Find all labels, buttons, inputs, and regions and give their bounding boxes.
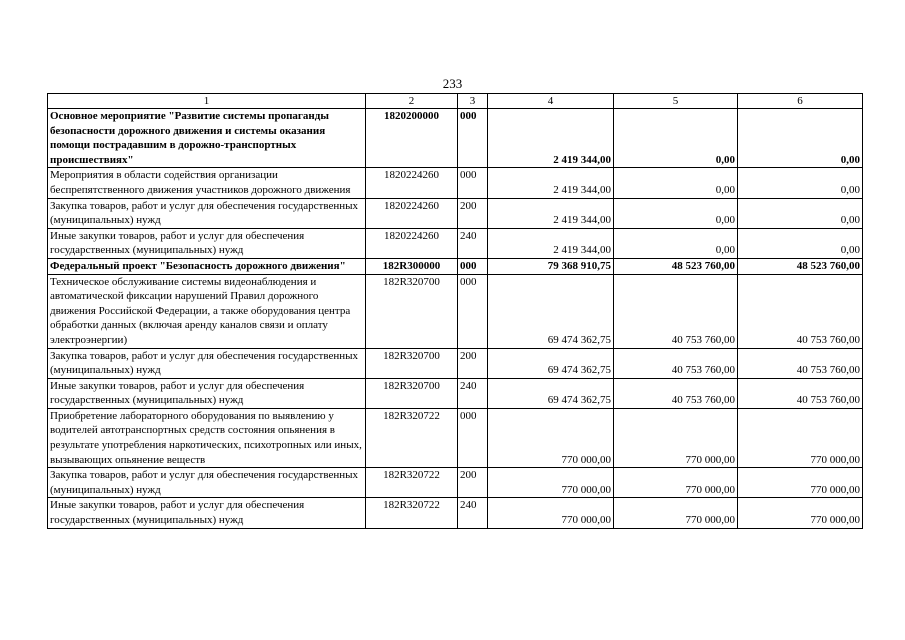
row-value-6-cell: 0,00: [738, 109, 863, 168]
row-name-cell: Иные закупки товаров, работ и услуг для обеспечения государственных (муниципальных) нужд: [48, 378, 366, 408]
row-code-cell: 182R320722: [366, 498, 458, 528]
row-type-cell: 000: [458, 168, 488, 198]
row-value-5-cell: 40 753 760,00: [614, 274, 738, 348]
row-value-4-cell: 69 474 362,75: [488, 348, 614, 378]
row-name-cell: Закупка товаров, работ и услуг для обеспечения государственных (муниципальных) нужд: [48, 198, 366, 228]
row-value-4-cell: 2 419 344,00: [488, 228, 614, 258]
table-row: [48, 408, 863, 467]
row-type-cell: 000: [458, 274, 488, 348]
row-type-cell: 000: [458, 258, 488, 274]
row-value-6-cell: 40 753 760,00: [738, 348, 863, 378]
row-value-5-cell: 0,00: [614, 168, 738, 198]
row-value-4-cell: 69 474 362,75: [488, 378, 614, 408]
row-code-cell: 1820224260: [366, 198, 458, 228]
row-type-cell: 200: [458, 198, 488, 228]
row-value-6-cell: 770 000,00: [738, 408, 863, 467]
row-type-cell: 200: [458, 468, 488, 498]
row-value-4-cell: 69 474 362,75: [488, 274, 614, 348]
row-value-4-cell: 770 000,00: [488, 498, 614, 528]
row-type-cell: 200: [458, 348, 488, 378]
row-value-6-cell: 0,00: [738, 198, 863, 228]
row-value-5-cell: 770 000,00: [614, 468, 738, 498]
row-value-6-cell: 0,00: [738, 228, 863, 258]
row-type-cell: 240: [458, 378, 488, 408]
row-value-5-cell: 0,00: [614, 198, 738, 228]
row-code-cell: 182R320700: [366, 274, 458, 348]
row-name-cell: Основное мероприятие "Развитие системы пропаганды безопасности дорожного движения и системы оказания помощи пострадавшим в дорожно-транспортных происшествиях": [48, 109, 366, 168]
row-code-cell: 1820224260: [366, 228, 458, 258]
row-code-cell: 182R320700: [366, 348, 458, 378]
row-name-cell: Закупка товаров, работ и услуг для обеспечения государственных (муниципальных) нужд: [48, 348, 366, 378]
table-header-row: [48, 94, 863, 109]
row-type-cell: 240: [458, 228, 488, 258]
column-header-2: 2: [366, 94, 458, 109]
row-code-cell: 182R320700: [366, 378, 458, 408]
row-name-cell: Техническое обслуживание системы видеонаблюдения и автоматической фиксации нарушений Правил дорожного движения Российской Федерации, а также оборудования центра обработки данных (включая аренду каналов связи и оплату электроэнергии): [48, 274, 366, 348]
row-value-6-cell: 48 523 760,00: [738, 258, 863, 274]
row-value-5-cell: 40 753 760,00: [614, 378, 738, 408]
column-header-6: 6: [738, 94, 863, 109]
column-header-4: 4: [488, 94, 614, 109]
table-row: [48, 228, 863, 258]
row-name-cell: Приобретение лабораторного оборудования по выявлению у водителей автотранспортных средств состояния опьянения в результате употребления наркотических, психотропных или иных, вызывающих опьянение веществ: [48, 408, 366, 467]
row-value-4-cell: 2 419 344,00: [488, 168, 614, 198]
row-value-4-cell: 2 419 344,00: [488, 198, 614, 228]
row-value-5-cell: 40 753 760,00: [614, 348, 738, 378]
table-row: [48, 378, 863, 408]
row-code-cell: 182R320722: [366, 468, 458, 498]
row-code-cell: 1820224260: [366, 168, 458, 198]
row-type-cell: 240: [458, 498, 488, 528]
row-name-cell: Мероприятия в области содействия организации беспрепятственного движения участников дорожного движения: [48, 168, 366, 198]
row-value-5-cell: 770 000,00: [614, 408, 738, 467]
row-value-4-cell: 2 419 344,00: [488, 109, 614, 168]
row-code-cell: 182R320722: [366, 408, 458, 467]
row-value-6-cell: 770 000,00: [738, 498, 863, 528]
table-row: [48, 348, 863, 378]
row-value-5-cell: 0,00: [614, 228, 738, 258]
row-type-cell: 000: [458, 408, 488, 467]
row-value-6-cell: 40 753 760,00: [738, 274, 863, 348]
table-row: [48, 274, 863, 348]
column-header-1: 1: [48, 94, 366, 109]
table-row: [48, 468, 863, 498]
row-name-cell: Иные закупки товаров, работ и услуг для обеспечения государственных (муниципальных) нужд: [48, 228, 366, 258]
row-value-5-cell: 48 523 760,00: [614, 258, 738, 274]
row-code-cell: 182R300000: [366, 258, 458, 274]
column-header-3: 3: [458, 94, 488, 109]
budget-table: [47, 93, 863, 529]
row-name-cell: Иные закупки товаров, работ и услуг для обеспечения государственных (муниципальных) нужд: [48, 498, 366, 528]
row-type-cell: 000: [458, 109, 488, 168]
row-value-6-cell: 40 753 760,00: [738, 378, 863, 408]
row-value-4-cell: 770 000,00: [488, 468, 614, 498]
row-name-cell: Федеральный проект "Безопасность дорожного движения": [48, 258, 366, 274]
row-value-5-cell: 0,00: [614, 109, 738, 168]
row-name-cell: Закупка товаров, работ и услуг для обеспечения государственных (муниципальных) нужд: [48, 468, 366, 498]
table-row: [48, 109, 863, 168]
row-value-4-cell: 770 000,00: [488, 408, 614, 467]
row-value-6-cell: 0,00: [738, 168, 863, 198]
row-value-4-cell: 79 368 910,75: [488, 258, 614, 274]
row-code-cell: 1820200000: [366, 109, 458, 168]
table-row: [48, 258, 863, 274]
row-value-6-cell: 770 000,00: [738, 468, 863, 498]
column-header-5: 5: [614, 94, 738, 109]
row-value-5-cell: 770 000,00: [614, 498, 738, 528]
table-row: [48, 198, 863, 228]
table-row: [48, 168, 863, 198]
page-number: 233: [442, 76, 463, 91]
table-row: [48, 498, 863, 528]
